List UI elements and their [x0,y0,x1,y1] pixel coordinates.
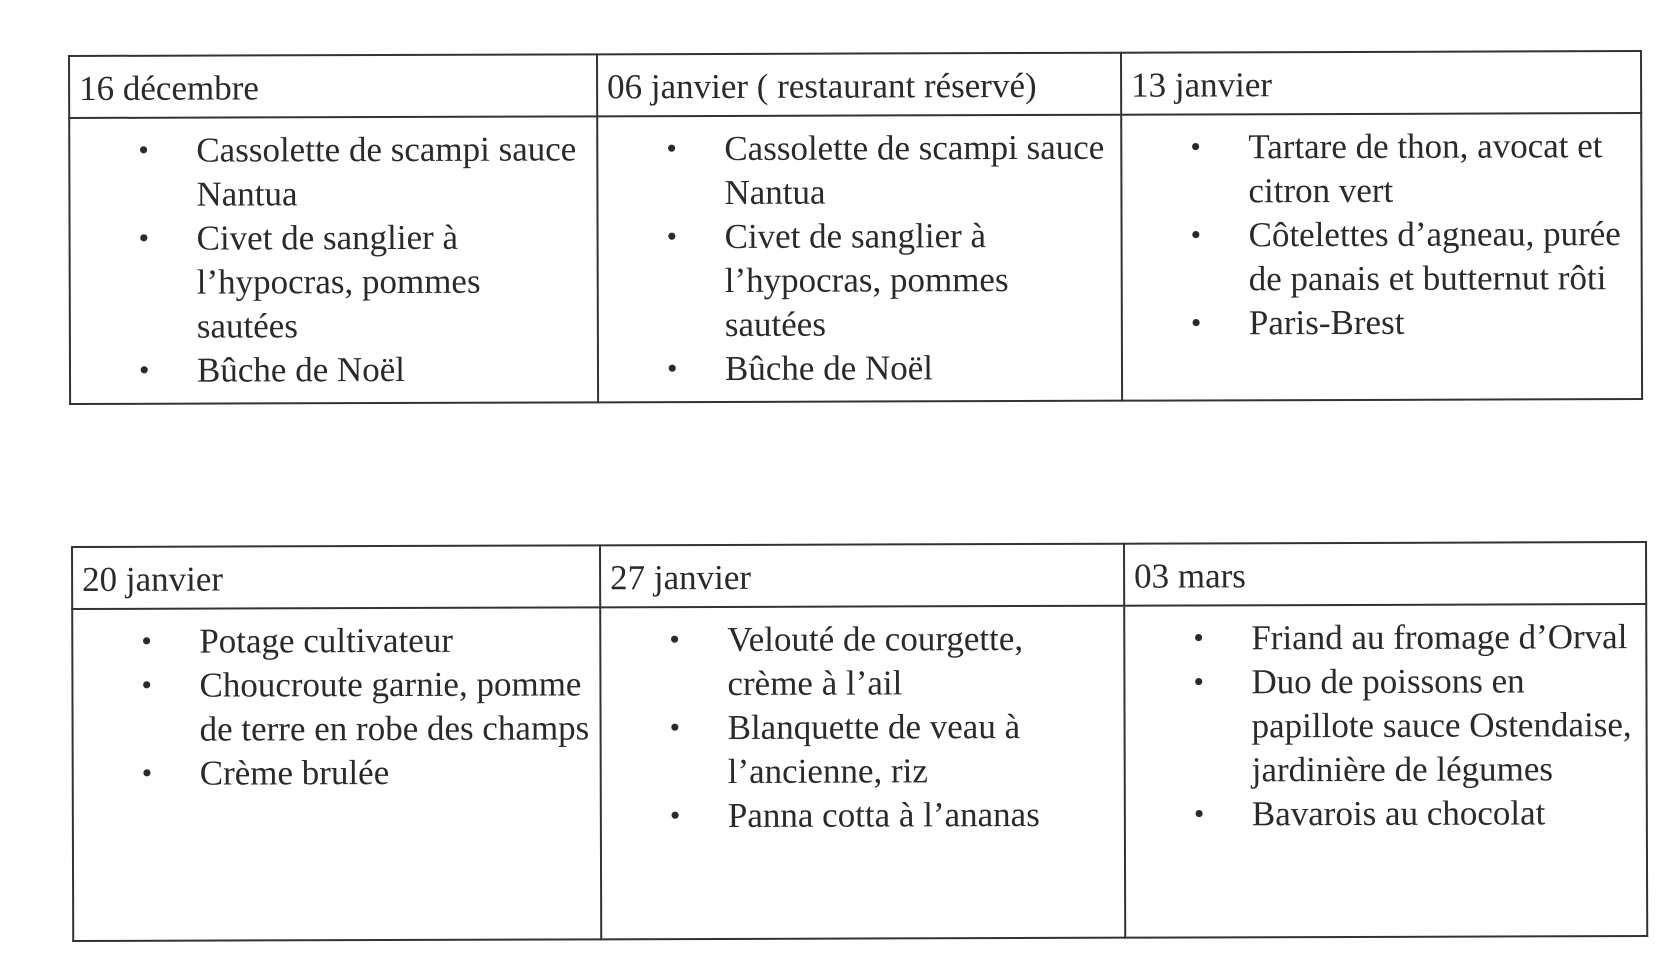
dish-list [598,116,1121,400]
menu-cell [1124,604,1647,938]
dish-list [70,117,597,401]
date-header [597,53,1121,117]
dish-list [601,607,1124,847]
dish-item: • Crème brulée [74,750,592,796]
dish-item: • Panna cotta à l’ananas [602,793,1116,839]
menu-table-1 [68,50,1643,405]
dish-list [1122,114,1641,354]
date-label: 27 janvier [610,557,752,598]
date-header [69,54,597,118]
dish-item: • Bavarois au chocolat [1126,791,1638,837]
dish-list [73,608,600,804]
menu-cell [72,607,601,941]
menu-cell [69,116,598,404]
table-body-row [69,113,1642,404]
dish-item: • Duo de poissons en papillote sauce Ostendaise, jardinière de légumes [1125,659,1637,793]
dish-item: • Cassolette de scampi sauce Nantua [598,126,1112,216]
dish-item: • Blanquette de veau à l’ancienne, riz [602,705,1116,795]
dish-item: • Côtelettes d’agneau, purée de panais et butternut rôti [1123,212,1633,302]
table-header-row [69,51,1641,118]
dish-item: • Friand au fromage d’Orval [1125,615,1637,661]
date-label: 20 janvier [82,559,224,599]
menu-cell [597,115,1122,403]
menu-cell [1121,113,1642,401]
dish-item: • Choucroute garnie, pomme de terre en robe des champs [73,662,591,752]
date-header [1121,51,1641,115]
date-header [600,544,1124,608]
date-label: 03 mars [1134,556,1246,596]
dish-item: • Civet de sanglier à l’hypocras, pommes sautées [599,214,1113,348]
dish-item: • Potage cultivateur [73,618,591,664]
table-header-row [72,542,1646,609]
dish-item: • Paris-Brest [1123,300,1633,346]
dish-item: • Tartare de thon, avocat et citron vert [1122,124,1632,214]
menu-cell [600,606,1125,940]
dish-list [1125,605,1646,845]
date-label: 06 janvier ( restaurant réservé) [607,65,1037,107]
date-header [72,545,600,609]
dish-item: • Civet de sanglier à l’hypocras, pommes sautées [71,215,589,349]
dish-item: • Velouté de courgette, crème à l’ail [601,617,1115,707]
date-label: 13 janvier [1131,65,1273,105]
date-label: 16 décembre [79,68,259,108]
date-header [1124,542,1646,606]
dish-item: • Cassolette de scampi sauce Nantua [70,127,588,217]
table-body-row [72,604,1647,941]
menu-table-2 [71,541,1648,942]
dish-item: • Bûche de Noël [599,346,1113,392]
dish-item: • Bûche de Noël [71,347,589,393]
